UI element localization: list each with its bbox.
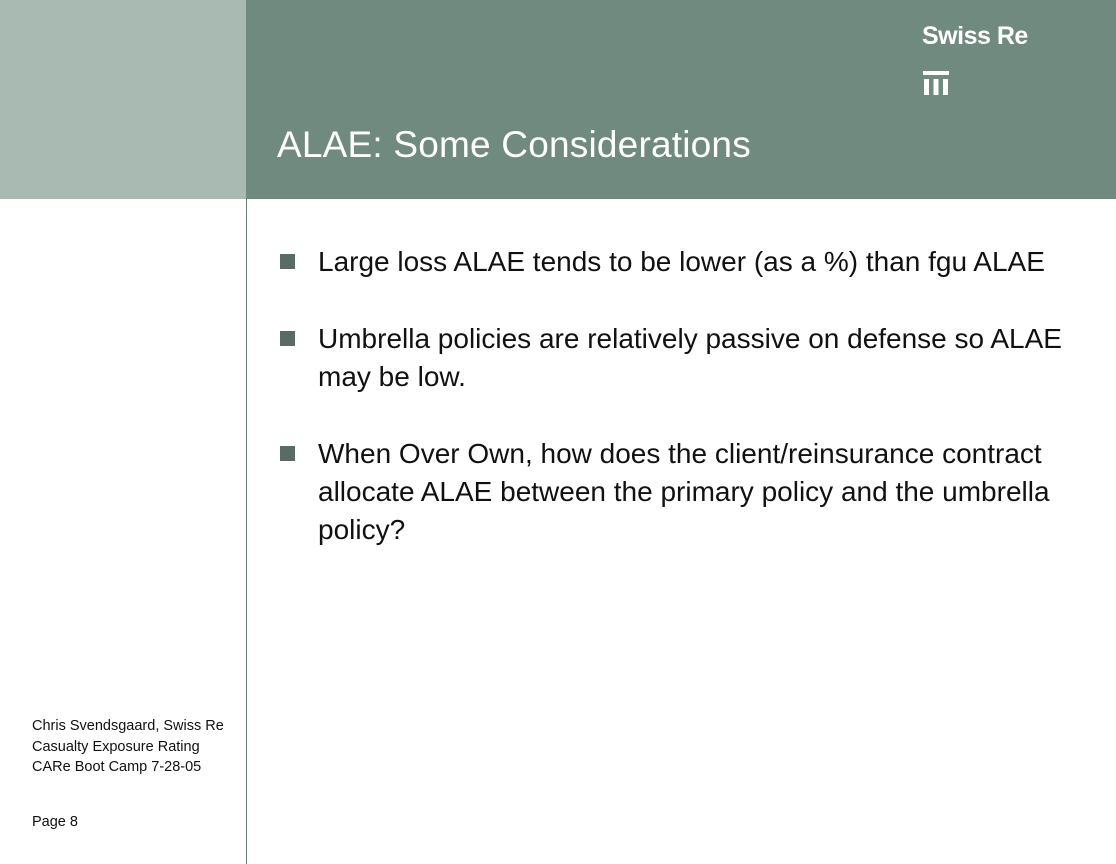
bullet-item — [280, 320, 1070, 396]
square-bullet-icon — [280, 254, 295, 269]
bullet-item — [280, 243, 1070, 281]
square-bullet-icon — [280, 331, 295, 346]
bullet-text: Large loss ALAE tends to be lower (as a %) than fgu ALAE — [318, 246, 1045, 277]
top-left-block — [0, 0, 246, 199]
swiss-re-logo-text: Swiss Re — [922, 22, 1028, 50]
footer-topic: Casualty Exposure Rating — [32, 738, 200, 755]
footer-author: Chris Svendsgaard, Swiss Re — [32, 718, 224, 734]
vertical-divider — [246, 199, 247, 864]
bullet-text: When Over Own, how does the client/reinsurance contract allocate ALAE between the primary policy and the umbrella policy? — [318, 438, 1050, 545]
slide-title: ALAE: Some Considerations — [277, 124, 751, 165]
footer-event: CARe Boot Camp 7-28-05 — [32, 759, 202, 775]
footer-info — [32, 716, 224, 778]
page-number: Page 8 — [32, 814, 78, 830]
bullet-list — [280, 243, 1070, 588]
swiss-re-logo-icon — [923, 71, 949, 95]
square-bullet-icon — [280, 446, 295, 461]
bullet-text: Umbrella policies are relatively passive on defense so ALAE may be low. — [318, 323, 1062, 392]
bullet-item — [280, 435, 1070, 549]
